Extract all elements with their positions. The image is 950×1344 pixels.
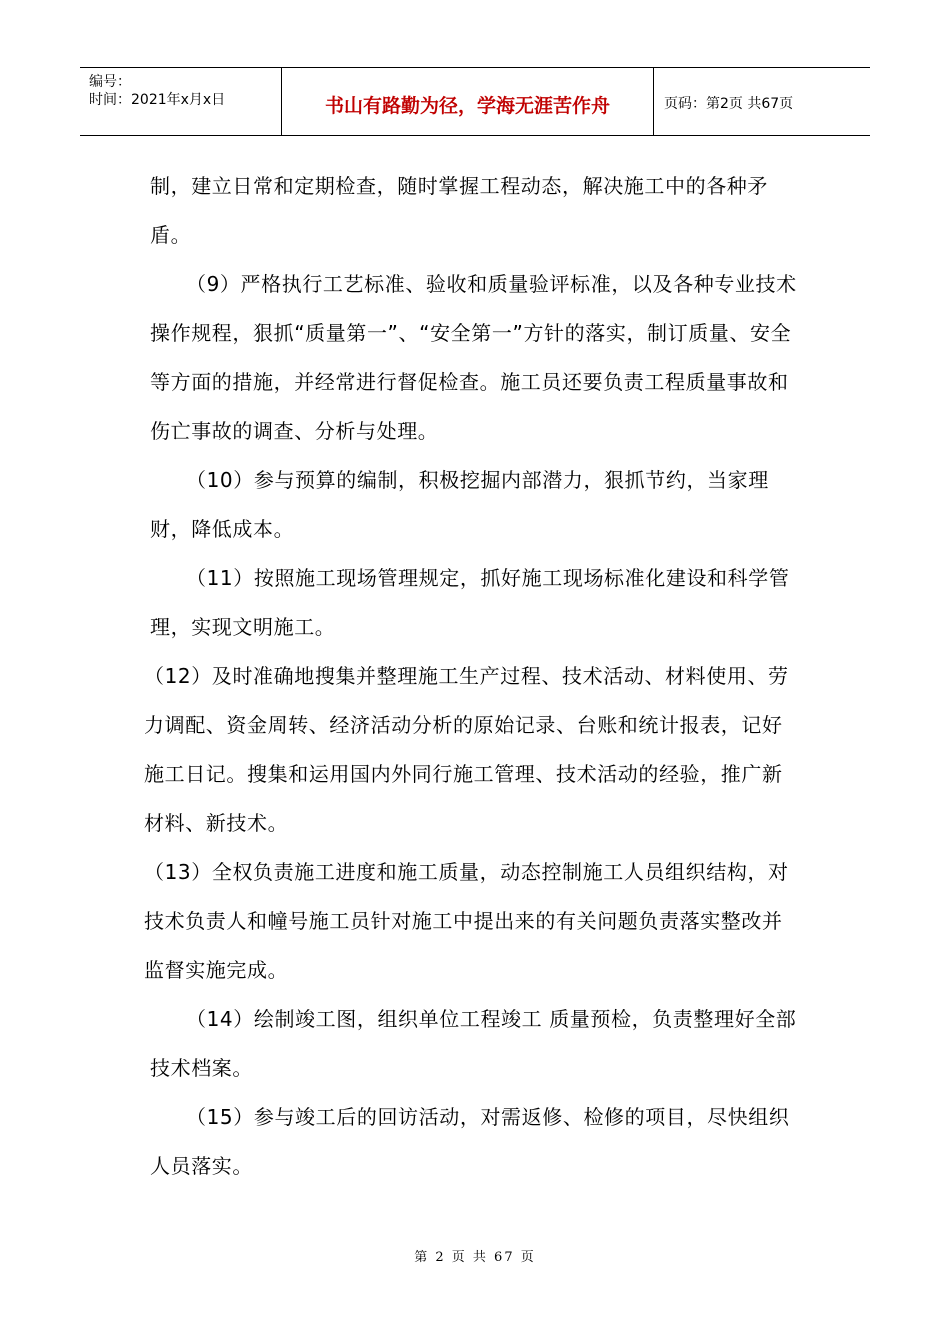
paragraph-item-12: （12）及时准确地搜集并整理施工生产过程、技术活动、材料使用、劳力调配、资金周转、经济活动分析的原始记录、台账和统计报表，记好施工日记。搜集和运用国内外同行施工管理、技术活动的经验，推广新材料、新技术。 [144, 664, 789, 835]
header-meta [80, 68, 282, 135]
paragraph-item-13: （13）全权负责施工进度和施工质量，动态控制施工人员组织结构，对技术负责人和幢号施工员针对施工中提出来的有关问题负责落实整改并监督实施完成。 [144, 860, 789, 982]
page-header [80, 67, 870, 136]
header-motto: 书山有路勤为径，学海无涯苦作舟 [282, 68, 654, 135]
document-number-label: 编号： [89, 74, 131, 90]
document-time: 时间：2021年x月x日 [89, 92, 226, 108]
paragraph-item-10: （10）参与预算的编制，积极挖掘内部潜力，狠抓节约，当家理财，降低成本。 [150, 468, 769, 541]
paragraph-item-9: （9）严格执行工艺标准、验收和质量验评标准，以及各种专业技术操作规程，狠抓“质量第一”、“安全第一”方针的落实，制订质量、安全等方面的措施，并经常进行督促检查。施工员还要负责工程质量事故和伤亡事故的调查、分析与处理。 [150, 272, 797, 443]
header-page-info: 页码：第2页 共67页 [664, 96, 794, 112]
paragraph-item-11: （11）按照施工现场管理规定，抓好施工现场标准化建设和科学管理，实现文明施工。 [150, 566, 790, 639]
paragraph-item-15: （15）参与竣工后的回访活动，对需返修、检修的项目，尽快组织人员落实。 [150, 1105, 790, 1178]
paragraph-item-14: （14）绘制竣工图，组织单位工程竣工 质量预检，负责整理好全部技术档案。 [150, 1007, 797, 1080]
page-footer: 第 2 页 共 67 页 [414, 1250, 536, 1265]
paragraph-continuation: 制，建立日常和定期检查，随时掌握工程动态，解决施工中的各种矛盾。 [150, 174, 768, 247]
document-body [144, 162, 800, 1191]
